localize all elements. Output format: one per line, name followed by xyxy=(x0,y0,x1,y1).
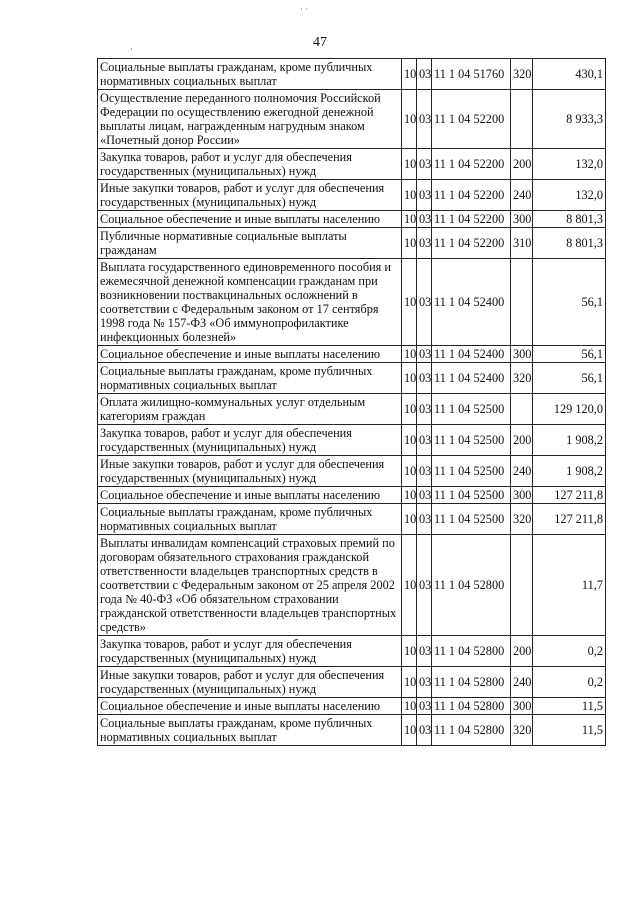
target-article-code: 11 1 04 52800 xyxy=(432,535,511,636)
row-name: Иные закупки товаров, работ и услуг для обеспечения государственных (муниципальных) нужд xyxy=(98,667,402,698)
row-name: Выплата государственного единовременного пособия и ежемесячной денежной компенсации гражданам при возникновении поствакцинальных осложнений в соответствии с Федеральным законом от 17 сентября 1998 года № 157-ФЗ «Об иммунопрофилактике инфекционных болезней» xyxy=(98,259,402,346)
subsection-code: 03 xyxy=(417,667,432,698)
row-name: Закупка товаров, работ и услуг для обеспечения государственных (муниципальных) нужд xyxy=(98,425,402,456)
table-row xyxy=(98,667,606,698)
table-row xyxy=(98,228,606,259)
expense-type-code: 300 xyxy=(511,346,533,363)
expense-type-code xyxy=(511,394,533,425)
section-code: 10 xyxy=(402,715,417,746)
amount: 127 211,8 xyxy=(533,487,606,504)
target-article-code: 11 1 04 51760 xyxy=(432,59,511,90)
table-row xyxy=(98,149,606,180)
subsection-code: 03 xyxy=(417,228,432,259)
expense-type-code: 320 xyxy=(511,363,533,394)
expense-type-code: 300 xyxy=(511,487,533,504)
row-name: Публичные нормативные социальные выплаты гражданам xyxy=(98,228,402,259)
table-row xyxy=(98,259,606,346)
table-row xyxy=(98,394,606,425)
subsection-code: 03 xyxy=(417,180,432,211)
target-article-code: 11 1 04 52200 xyxy=(432,180,511,211)
expense-type-code: 320 xyxy=(511,59,533,90)
row-name: Иные закупки товаров, работ и услуг для обеспечения государственных (муниципальных) нужд xyxy=(98,180,402,211)
row-name: Оплата жилищно-коммунальных услуг отдельным категориям граждан xyxy=(98,394,402,425)
amount: 56,1 xyxy=(533,346,606,363)
target-article-code: 11 1 04 52500 xyxy=(432,504,511,535)
row-name: Выплаты инвалидам компенсаций страховых премий по договорам обязательного страхования гражданской ответственности владельцев транспортных средств в соответствии с Федеральным законом от 25 апреля 2002 года № 40-ФЗ «Об обязательном страховании гражданской ответственности владельцев транспортных средств» xyxy=(98,535,402,636)
row-name: Социальные выплаты гражданам, кроме публичных нормативных социальных выплат xyxy=(98,715,402,746)
amount: 132,0 xyxy=(533,180,606,211)
amount: 11,5 xyxy=(533,698,606,715)
subsection-code: 03 xyxy=(417,535,432,636)
table-row xyxy=(98,698,606,715)
subsection-code: 03 xyxy=(417,504,432,535)
table-row xyxy=(98,715,606,746)
section-code: 10 xyxy=(402,90,417,149)
section-code: 10 xyxy=(402,228,417,259)
amount: 430,1 xyxy=(533,59,606,90)
subsection-code: 03 xyxy=(417,394,432,425)
section-code: 10 xyxy=(402,425,417,456)
expense-type-code: 240 xyxy=(511,180,533,211)
subsection-code: 03 xyxy=(417,346,432,363)
expense-type-code xyxy=(511,90,533,149)
table-row xyxy=(98,90,606,149)
table-row xyxy=(98,59,606,90)
target-article-code: 11 1 04 52800 xyxy=(432,667,511,698)
target-article-code: 11 1 04 52800 xyxy=(432,698,511,715)
table-row xyxy=(98,535,606,636)
amount: 56,1 xyxy=(533,363,606,394)
section-code: 10 xyxy=(402,211,417,228)
amount: 8 801,3 xyxy=(533,228,606,259)
section-code: 10 xyxy=(402,667,417,698)
expense-type-code xyxy=(511,259,533,346)
scan-mark: · xyxy=(130,44,133,54)
target-article-code: 11 1 04 52200 xyxy=(432,228,511,259)
row-name: Социальное обеспечение и иные выплаты населению xyxy=(98,211,402,228)
table-row xyxy=(98,180,606,211)
section-code: 10 xyxy=(402,698,417,715)
row-name: Иные закупки товаров, работ и услуг для обеспечения государственных (муниципальных) нужд xyxy=(98,456,402,487)
row-name: Закупка товаров, работ и услуг для обеспечения государственных (муниципальных) нужд xyxy=(98,636,402,667)
expense-type-code: 200 xyxy=(511,149,533,180)
target-article-code: 11 1 04 52800 xyxy=(432,636,511,667)
expense-type-code: 300 xyxy=(511,698,533,715)
amount: 1 908,2 xyxy=(533,425,606,456)
section-code: 10 xyxy=(402,180,417,211)
row-name: Социальные выплаты гражданам, кроме публичных нормативных социальных выплат xyxy=(98,504,402,535)
row-name: Социальные выплаты гражданам, кроме публичных нормативных социальных выплат xyxy=(98,363,402,394)
expense-type-code: 240 xyxy=(511,456,533,487)
amount: 132,0 xyxy=(533,149,606,180)
expense-type-code: 310 xyxy=(511,228,533,259)
subsection-code: 03 xyxy=(417,698,432,715)
target-article-code: 11 1 04 52800 xyxy=(432,715,511,746)
budget-table xyxy=(97,58,606,746)
budget-table-body xyxy=(98,59,606,746)
section-code: 10 xyxy=(402,504,417,535)
section-code: 10 xyxy=(402,59,417,90)
section-code: 10 xyxy=(402,636,417,667)
table-row xyxy=(98,425,606,456)
table-row xyxy=(98,346,606,363)
expense-type-code xyxy=(511,535,533,636)
subsection-code: 03 xyxy=(417,363,432,394)
scan-mark: · · xyxy=(300,4,309,14)
target-article-code: 11 1 04 52400 xyxy=(432,346,511,363)
subsection-code: 03 xyxy=(417,425,432,456)
row-name: Социальное обеспечение и иные выплаты населению xyxy=(98,346,402,363)
expense-type-code: 200 xyxy=(511,636,533,667)
subsection-code: 03 xyxy=(417,487,432,504)
amount: 11,7 xyxy=(533,535,606,636)
subsection-code: 03 xyxy=(417,259,432,346)
page-number: 47 xyxy=(313,35,327,50)
section-code: 10 xyxy=(402,346,417,363)
subsection-code: 03 xyxy=(417,59,432,90)
target-article-code: 11 1 04 52500 xyxy=(432,487,511,504)
expense-type-code: 320 xyxy=(511,715,533,746)
amount: 127 211,8 xyxy=(533,504,606,535)
target-article-code: 11 1 04 52500 xyxy=(432,425,511,456)
section-code: 10 xyxy=(402,456,417,487)
expense-type-code: 320 xyxy=(511,504,533,535)
amount: 56,1 xyxy=(533,259,606,346)
section-code: 10 xyxy=(402,363,417,394)
amount: 0,2 xyxy=(533,636,606,667)
target-article-code: 11 1 04 52500 xyxy=(432,456,511,487)
subsection-code: 03 xyxy=(417,715,432,746)
amount: 8 801,3 xyxy=(533,211,606,228)
subsection-code: 03 xyxy=(417,149,432,180)
row-name: Социальное обеспечение и иные выплаты населению xyxy=(98,698,402,715)
subsection-code: 03 xyxy=(417,211,432,228)
amount: 8 933,3 xyxy=(533,90,606,149)
target-article-code: 11 1 04 52400 xyxy=(432,363,511,394)
expense-type-code: 200 xyxy=(511,425,533,456)
table-row xyxy=(98,456,606,487)
target-article-code: 11 1 04 52200 xyxy=(432,90,511,149)
expense-type-code: 300 xyxy=(511,211,533,228)
subsection-code: 03 xyxy=(417,636,432,667)
subsection-code: 03 xyxy=(417,456,432,487)
target-article-code: 11 1 04 52200 xyxy=(432,211,511,228)
row-name: Социальное обеспечение и иные выплаты населению xyxy=(98,487,402,504)
section-code: 10 xyxy=(402,535,417,636)
expense-type-code: 240 xyxy=(511,667,533,698)
section-code: 10 xyxy=(402,394,417,425)
table-row xyxy=(98,636,606,667)
section-code: 10 xyxy=(402,259,417,346)
amount: 0,2 xyxy=(533,667,606,698)
row-name: Социальные выплаты гражданам, кроме публичных нормативных социальных выплат xyxy=(98,59,402,90)
subsection-code: 03 xyxy=(417,90,432,149)
section-code: 10 xyxy=(402,149,417,180)
target-article-code: 11 1 04 52500 xyxy=(432,394,511,425)
table-row xyxy=(98,211,606,228)
amount: 129 120,0 xyxy=(533,394,606,425)
row-name: Осуществление переданного полномочия Российской Федерации по осуществлению ежегодной денежной выплаты лицам, награжденным нагрудным знаком «Почетный донор России» xyxy=(98,90,402,149)
amount: 1 908,2 xyxy=(533,456,606,487)
section-code: 10 xyxy=(402,487,417,504)
table-row xyxy=(98,487,606,504)
row-name: Закупка товаров, работ и услуг для обеспечения государственных (муниципальных) нужд xyxy=(98,149,402,180)
target-article-code: 11 1 04 52400 xyxy=(432,259,511,346)
table-row xyxy=(98,504,606,535)
amount: 11,5 xyxy=(533,715,606,746)
target-article-code: 11 1 04 52200 xyxy=(432,149,511,180)
table-row xyxy=(98,363,606,394)
